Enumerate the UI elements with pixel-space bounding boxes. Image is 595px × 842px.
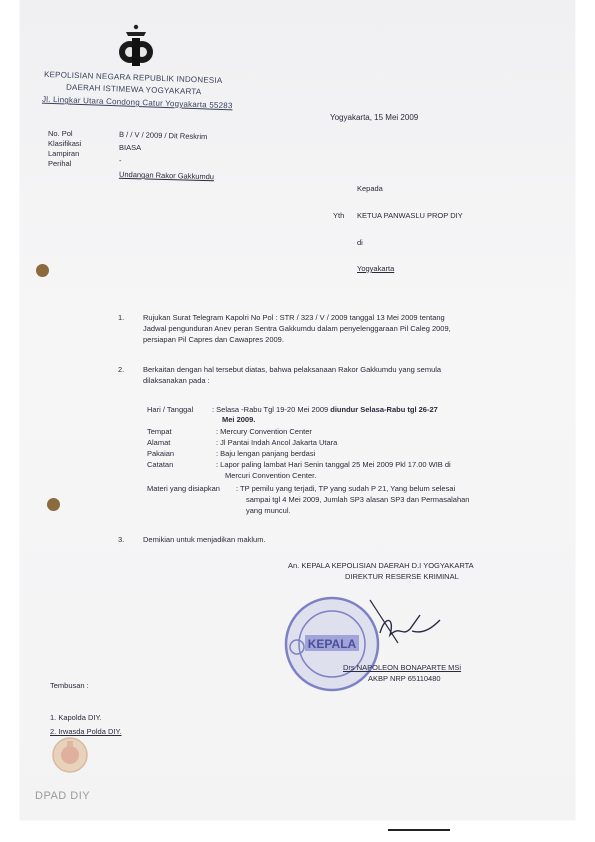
handwritten-signature (340, 595, 450, 655)
meta-value-no-pol: B / / V / 2009 / Dit Reskrim (118, 129, 208, 142)
detail-label-hari: Hari / Tanggal (147, 405, 194, 414)
paragraph-2-line: Berkaitan dengan hal tersebut diatas, bahwa pelaksanaan Rakor Gakkumdu yang semula (143, 365, 442, 374)
watermark-text: DPAD DIY (35, 790, 91, 802)
paragraph-number: 1. (118, 313, 125, 322)
place-date: Yogyakarta, 15 Mei 2009 (330, 113, 419, 122)
paragraph-1-line: persiapan Pil Capres dan Cawapres 2009. (143, 335, 284, 344)
punch-hole (36, 264, 49, 277)
paragraph-1-line: Rujukan Surat Telegram Kapolri No Pol : STR / 323 / V / 2009 tanggal 13 Mei 2009 tentang (143, 313, 445, 322)
meta-value-lampiran: - (119, 156, 122, 165)
detail-value-catatan-cont: Mercuri Convention Center. (225, 471, 317, 480)
paragraph-number: 3. (118, 535, 125, 544)
recipient-kepada: Kepada (357, 184, 383, 193)
tembusan-item: 1. Kapolda DIY. (50, 713, 102, 722)
stamp-text: KEPALA (307, 637, 357, 651)
tembusan-title: Tembusan : (50, 681, 89, 690)
paragraph-number: 2. (118, 365, 125, 374)
recipient-name: KETUA PANWASLU PROP DIY (357, 211, 463, 220)
recipient-di: di (357, 238, 363, 247)
detail-label-pakaian: Pakaian (147, 449, 175, 458)
paragraph-2-line: dilaksanakan pada : (143, 376, 210, 385)
region-name: DAERAH ISTIMEWA YOGYAKARTA (65, 82, 202, 97)
meta-label-lampiran: Lampiran (48, 149, 80, 158)
meta-value-perihal: Undangan Rakor Gakkumdu (118, 169, 215, 182)
punch-hole (47, 498, 60, 511)
signatory-rank: AKBP NRP 65110480 (368, 674, 441, 683)
recipient-city: Yogyakarta (357, 264, 395, 273)
meta-label-klasifikasi: Klasifikasi (48, 139, 82, 148)
signature-line-2: DIREKTUR RESERSE KRIMINAL (345, 572, 459, 581)
paragraph-1-line: Jadwal pengunduran Anev peran Sentra Gakkumdu dalam penyelenggaraan Pil Caleg 2009, (143, 324, 451, 333)
detail-label-catatan: Catatan (147, 460, 174, 469)
meta-value-klasifikasi: BIASA (119, 143, 142, 152)
detail-value-alamat: : Jl Pantai Indah Ancol Jakarta Utara (216, 438, 338, 447)
detail-value-tempat: : Mercury Convention Center (216, 427, 312, 436)
agency-name: KEPOLISIAN NEGARA REPUBLIK INDONESIA (43, 69, 223, 86)
detail-value-catatan: : Lapor paling lambat Hari Senin tanggal 25 Mei 2009 Pkl 17.00 WIB di (216, 460, 451, 469)
paragraph-3: Demikian untuk menjadikan maklum. (143, 535, 266, 544)
meta-label-no-pol: No. Pol (48, 129, 73, 138)
archive-logo-icon (50, 735, 90, 775)
detail-value-pakaian: : Baju lengan panjang berdasi (216, 449, 316, 458)
detail-label-tempat: Tempat (147, 427, 172, 436)
detail-value-hari: : Selasa -Rabu Tgl 19-20 Mei 2009 diundur Selasa-Rabu tgl 26-27 (212, 405, 438, 414)
tembusan-item: 2. Irwasda Polda DIY. (50, 727, 122, 736)
signatory-name: Drs NAPOLEON BONAPARTE MSi (343, 663, 462, 672)
detail-label-materi: Materi yang disiapkan (147, 484, 220, 493)
recipient-yth: Yth (333, 211, 345, 220)
agency-address: Jl. Lingkar Utara Condong Catur Yogyakarta 55283 (41, 94, 233, 111)
detail-value-hari-cont: Mei 2009. (222, 415, 256, 424)
meta-label-perihal: Perihal (48, 159, 72, 168)
police-emblem-icon (112, 22, 160, 68)
divider (388, 829, 450, 831)
detail-value-materi: : TP pemilu yang terjadi, TP yang sudah P 21, Yang belum selesai (236, 484, 456, 493)
signature-line-1: An. KEPALA KEPOLISIAN DAERAH D.I YOGYAKARTA (288, 561, 474, 570)
detail-label-alamat: Alamat (147, 438, 171, 447)
detail-value-materi-cont: yang muncul. (246, 506, 291, 515)
detail-value-materi-cont: sampai tgl 4 Mei 2009, Jumlah SP3 alasan SP3 dan Permasalahan (246, 495, 470, 504)
